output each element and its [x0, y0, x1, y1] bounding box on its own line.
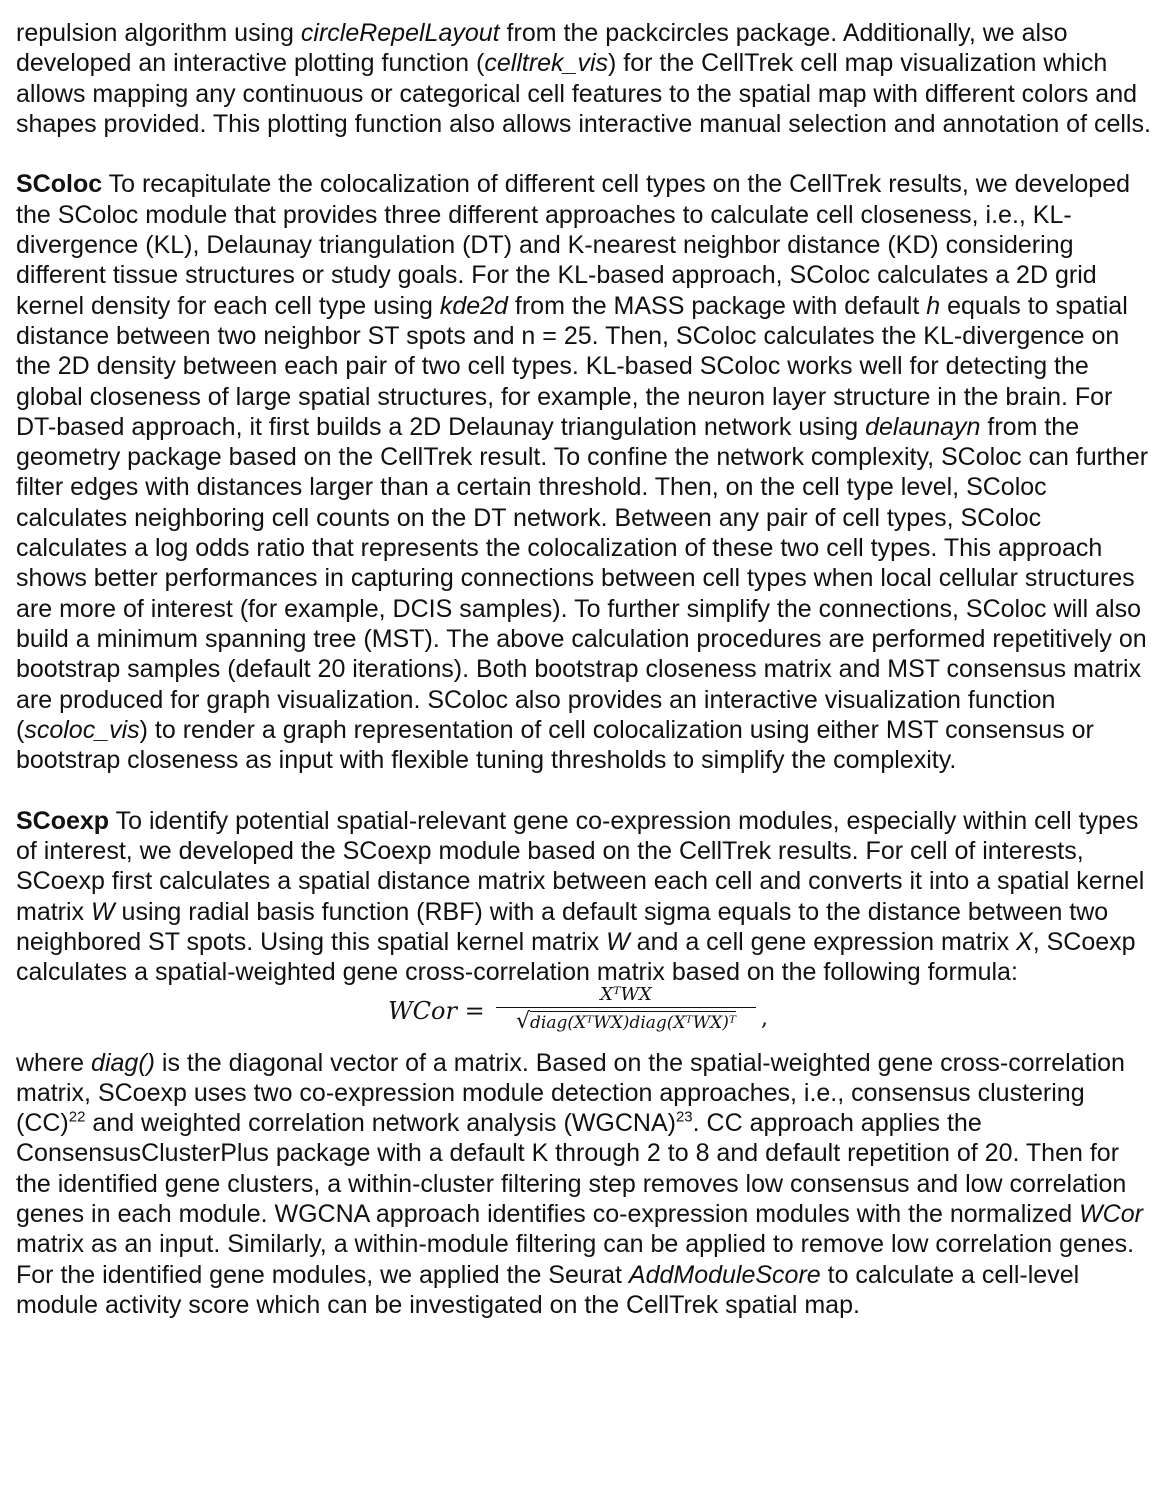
equation-numerator: XᵀWX	[600, 983, 652, 1005]
text: ) to render a graph representation of cell colocalization using either MST consensus or bootstrap closeness as input with flexible tuning thresholds to simplify the complexity.	[16, 715, 1094, 775]
equation-lhs: WCor =	[388, 996, 485, 1025]
variable-name: X	[1016, 927, 1033, 956]
section-heading-scoexp: SCoexp	[16, 806, 110, 835]
text: from the geometry package based on the CellTrek result. To confine the network complexity, SColoc can further filter edges with distances larger than a certain threshold. Then, on the cell type level, SColoc calculates neighboring cell counts on the DT network. Between any pair of cell types, SColoc calculates a log odds ratio that represents the colocalization of these two cell types. This approach shows better performances in capturing connections between cell types when local cellular structures are more of interest (for example, DCIS samples). To further simplify the connections, SColoc will also build a minimum spanning tree (MST). The above calculation procedures are performed repetitively on bootstrap samples (default 20 iterations). Both bootstrap closeness matrix and MST consensus matrix are produced for graph visualization. SColoc also provides an interactive visualization function (	[16, 412, 1149, 744]
fraction-bar	[496, 1007, 756, 1008]
text: from the packcircles package. Additionally, we also developed an interactive plotting function (	[16, 19, 1068, 78]
function-name: circleRepelLayout	[300, 19, 500, 47]
function-name: kde2d	[439, 291, 508, 320]
sqrt-symbol: √	[515, 1008, 531, 1034]
paragraph-scoloc	[16, 169, 1156, 775]
function-name: delaunayn	[865, 412, 981, 441]
paragraph-gap	[16, 139, 1156, 169]
paragraph-scoexp	[16, 806, 1156, 988]
citation-superscript: 22	[68, 1108, 86, 1126]
equation-fraction	[496, 984, 756, 1035]
text: repulsion algorithm using	[16, 19, 301, 47]
text: equals to spatial distance between two neighbor ST spots and n = 25. Then, SColoc calculates the KL-divergence on the 2D density between each pair of two cell types. KL-based SColoc works well for detecting the global closeness of large spatial structures, for example, the neuron layer structure in the brain. For DT-based approach, it first builds a 2D Delaunay triangulation network using	[16, 291, 1128, 441]
text: matrix as an input. Similarly, a within-module filtering can be applied to remove low correlation genes. For the identified gene modules, we applied the Seurat	[16, 1230, 1135, 1289]
text: is the diagonal vector of a matrix. Based on the spatial-weighted gene cross-correlation matrix, SCoexp uses two co-expression module detection approaches, i.e., consensus clustering (CC)	[16, 1048, 1125, 1138]
text: ) for the CellTrek cell map visualization which allows mapping any continuous or categorical cell features to the spatial map with different colors and shapes provided. This plotting function also allows interactive manual selection and annotation of cells.	[16, 49, 1151, 138]
citation-superscript: 23	[675, 1108, 693, 1126]
function-name: scoloc_vis	[24, 715, 140, 744]
paragraph-gap	[16, 775, 1156, 805]
text: to calculate a cell-level module activity score which can be investigated on the CellTrek spatial map.	[16, 1260, 1080, 1319]
paragraph-wcor-methods	[16, 1048, 1156, 1321]
text: To recapitulate the colocalization of different cell types on the CellTrek results, we developed the SColoc module that provides three different approaches to calculate cell closeness, i.e., KL-divergence (KL), Delaunay triangulation (DT) and K-nearest neighbor distance (KD) considering different tissue structures or study goals. For the KL-based approach, SColoc calculates a 2D grid kernel density for each cell type using	[16, 170, 1131, 320]
text: , SCoexp calculates a spatial-weighted gene cross-correlation matrix based on the following formula:	[16, 927, 1136, 987]
text: To identify potential spatial-relevant gene co-expression modules, especially within cell types of interest, we developed the SCoexp module based on the CellTrek results. For cell of interests, SCoexp first calculates a spatial distance matrix between each cell and converts it into a spatial kernel matrix	[16, 806, 1145, 926]
equation-wcor	[16, 983, 1156, 1048]
function-name: diag()	[91, 1048, 155, 1077]
equation-comma: ,	[761, 1005, 768, 1031]
equation-denominator: diag(XᵀWX)diag(XᵀWX)ᵀ	[530, 1012, 736, 1033]
document-page	[16, 18, 1156, 1320]
function-name: AddModuleScore	[628, 1260, 821, 1289]
equation-denominator-wrap	[496, 1010, 756, 1035]
text: and a cell gene expression matrix	[629, 927, 1017, 956]
text: and weighted correlation network analysis (WGCNA)	[85, 1109, 676, 1138]
variable-name: WCor	[1079, 1199, 1143, 1228]
variable-name: W	[606, 927, 630, 956]
variable-name: h	[926, 291, 941, 320]
function-name: celltrek_vis	[484, 49, 609, 78]
text: from the MASS package with default	[507, 291, 927, 320]
text: using radial basis function (RBF) with a default sigma equals to the distance between two neighbored ST spots. Using this spatial kernel matrix	[16, 897, 1109, 956]
text: . CC approach applies the ConsensusClusterPlus package with a default K through 2 to 8 and default repetition of 20. Then for the identified gene clusters, a within-cluster filtering step removes low consensus and low correlation genes in each module. WGCNA approach identifies co-expression modules with the normalized	[16, 1109, 1127, 1228]
section-heading-scoloc: SColoc	[16, 170, 103, 199]
text: where	[16, 1048, 92, 1077]
paragraph-celltrek-vis	[16, 18, 1156, 139]
variable-name: W	[91, 897, 115, 926]
